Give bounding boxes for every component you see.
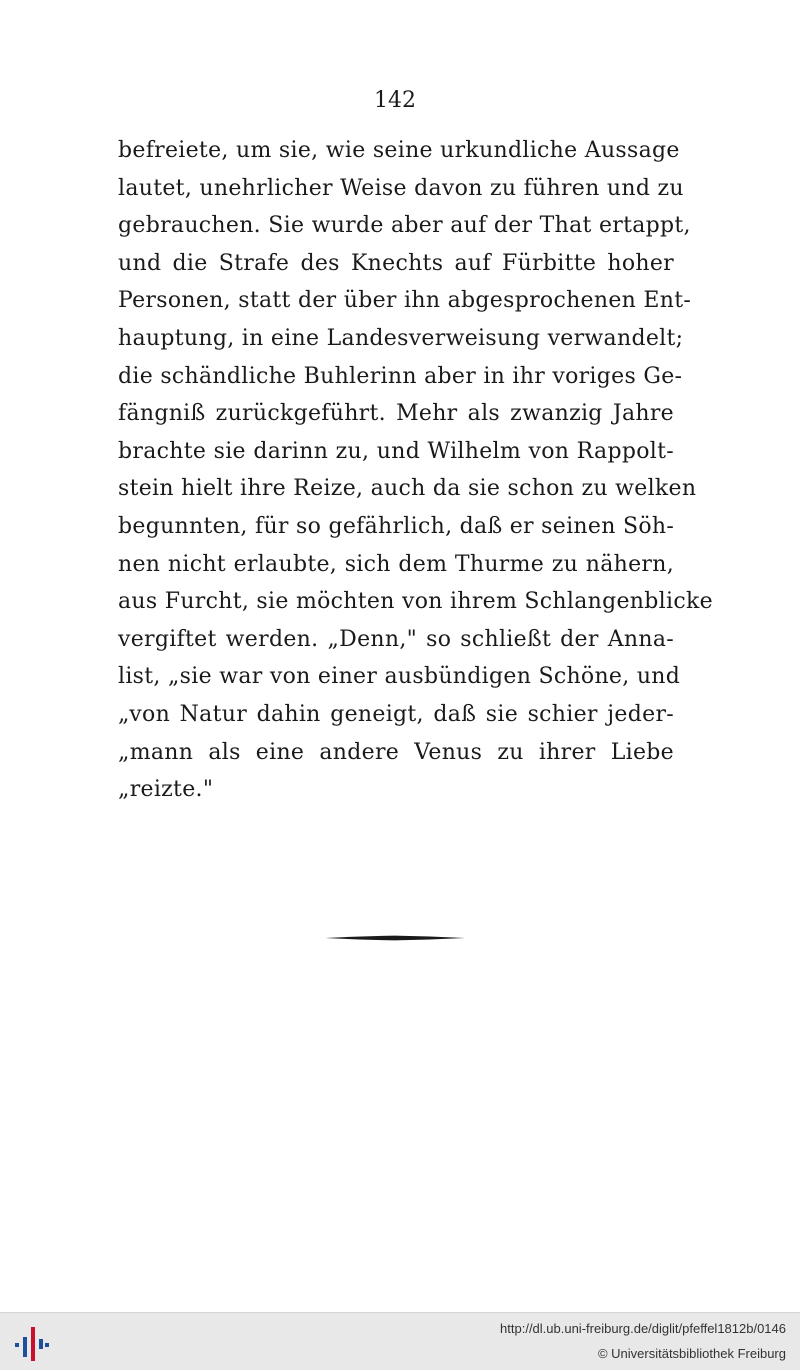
text-line: begunnten, für so gefährlich, daß er seinen Söh- xyxy=(118,513,675,539)
page-number: 142 xyxy=(374,88,416,113)
ub-freiburg-logo-icon[interactable] xyxy=(12,1323,52,1363)
permalink-url[interactable]: http://dl.ub.uni-freiburg.de/diglit/pfeffel1812b/0146 xyxy=(500,1321,786,1336)
text-line: „von Natur dahin geneigt, daß sie schier jeder- xyxy=(118,701,674,727)
viewer-footer xyxy=(0,1312,800,1370)
text-line: aus Furcht, sie möchten von ihrem Schlangenblicke xyxy=(118,589,713,615)
text-line: fängniß zurückgeführt. Mehr als zwanzig Jahre xyxy=(118,401,674,427)
text-line: brachte sie darinn zu, und Wilhelm von Rappolt- xyxy=(118,438,674,464)
text-line: hauptung, in eine Landesverweisung verwandelt; xyxy=(118,325,684,351)
text-line: und die Strafe des Knechts auf Fürbitte hoher xyxy=(118,250,674,276)
text-line: nen nicht erlaubte, sich dem Thurme zu nähern, xyxy=(118,551,674,577)
text-line: „reizte." xyxy=(118,777,214,803)
text-line: vergiftet werden. „Denn," so schließt der Anna- xyxy=(118,626,674,652)
copyright-notice: © Universitätsbibliothek Freiburg xyxy=(597,1346,786,1361)
closing-rule xyxy=(325,935,465,941)
text-line: die schändliche Buhlerinn aber in ihr voriges Ge- xyxy=(118,363,683,389)
body-text xyxy=(118,132,713,809)
text-line: Personen, statt der über ihn abgesprochenen Ent- xyxy=(118,288,692,314)
text-line: stein hielt ihre Reize, auch da sie schon zu welken xyxy=(118,476,697,502)
text-line: befreiete, um sie, wie seine urkundliche Aussage xyxy=(118,138,680,163)
text-line: lautet, unehrlicher Weise davon zu führen und zu xyxy=(118,175,684,201)
text-line: list, „sie war von einer ausbündigen Schöne, und xyxy=(118,664,681,690)
text-line: „mann als eine andere Venus zu ihrer Liebe xyxy=(118,739,674,765)
text-line: gebrauchen. Sie wurde aber auf der That ertappt, xyxy=(118,213,691,239)
